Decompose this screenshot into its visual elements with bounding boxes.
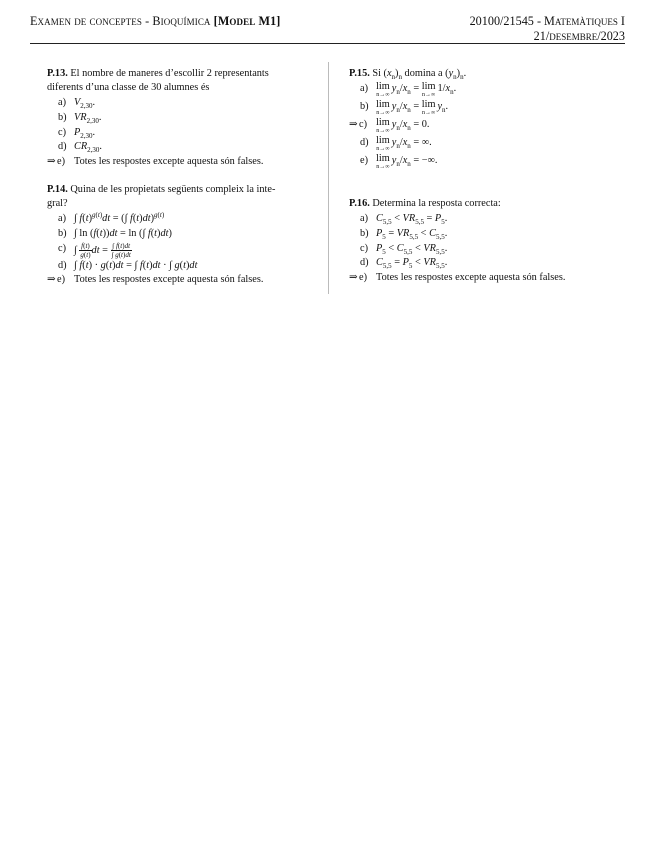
- option-c: c) $P_{2,30}$.: [58, 126, 96, 140]
- option-b: b) ∫ ln (f(t))dt = ln (∫ f(t)dt): [58, 227, 172, 239]
- correct-arrow-icon: ⇒: [47, 274, 56, 286]
- option-e: e) lim n→∞ $y_n/x_n$ = −∞.: [360, 153, 438, 170]
- exam-course-code: 20100/21545 - Matemàtiques I: [469, 14, 625, 28]
- question-p16: [349, 197, 629, 286]
- exam-date: 21/desembre/2023: [533, 29, 625, 43]
- option-c: c) ∫ $\frac{f(t)}{g(t)}$ dt = $\frac{\int f(t)dt}{\int g(t)dt}$: [58, 241, 131, 259]
- option-d: d) $CR_{2,30}$.: [58, 141, 102, 155]
- option-c: c) $P_5 < C_{5,5} < VR_{5,5}$.: [360, 242, 448, 256]
- option-a: a) $V_{2,30}$.: [58, 97, 96, 110]
- correct-arrow-icon: ⇒: [349, 119, 358, 130]
- question-text: P.16. Determina la resposta correcta:: [349, 198, 501, 209]
- option-b: b) $P_5 = VR_{5,5} < C_{5,5}$.: [360, 227, 448, 241]
- option-d: d) $C_{5,5} = P_5 < VR_{5,5}$.: [360, 257, 448, 271]
- exam-title: [30, 14, 280, 29]
- option-d: d) lim n→∞ $y_n/x_n$ = ∞.: [360, 135, 432, 152]
- question-p14: [47, 183, 322, 288]
- option-d: d) ∫ f(t) · g(t)dt = ∫ f(t)dt · ∫ g(t)dt: [58, 259, 198, 271]
- option-a: a) lim n→∞ $y_n/x_n$ = lim n→∞ $1/x_n$.: [360, 81, 457, 98]
- question-text: P.13. El nombre de maneres d’escollir 2 representants diferents d’una classe de 30 alumnes és: [47, 68, 269, 93]
- correct-arrow-icon: ⇒: [349, 272, 358, 284]
- option-e-correct: ⇒ e) Totes les respostes excepte aquesta són falses.: [349, 272, 566, 284]
- correct-arrow-icon: ⇒: [47, 156, 56, 168]
- column-divider: [328, 62, 329, 294]
- header-rule: [30, 43, 625, 44]
- question-text: P.14. Quina de les propietats següents compleix la inte- gral?: [47, 183, 276, 209]
- option-b: b) lim n→∞ $y_n/x_n$ = lim n→∞ $y_n$.: [360, 99, 449, 116]
- exam-info: [470, 14, 625, 44]
- option-a: a) $C_{5,5} < VR_{5,5} = P_5$.: [360, 213, 448, 226]
- option-b: b) $VR_{2,30}$.: [58, 111, 102, 125]
- option-a: a) ∫ $f(t)^{g(t)}dt$ = (∫ f(t)dt)$^{g(t)}$: [58, 210, 165, 224]
- question-p13: [47, 67, 322, 170]
- option-e-correct: ⇒ e) Totes les respostes excepte aquesta són falses.: [47, 274, 264, 286]
- left-column: [47, 67, 322, 288]
- option-c-correct: ⇒ c) lim n→∞ $y_n/x_n = 0$.: [349, 117, 430, 134]
- exam-course: Examen de conceptes - Bioquímica: [30, 14, 214, 28]
- right-column: [349, 67, 629, 286]
- exam-model: [Model M1]: [213, 14, 281, 28]
- question-text: P.15. Si $(x_n)_n$ domina a $(y_n)_n$.: [349, 68, 467, 81]
- question-p15: [349, 67, 629, 172]
- option-e-correct: ⇒ e) Totes les respostes excepte aquesta són falses.: [47, 156, 264, 168]
